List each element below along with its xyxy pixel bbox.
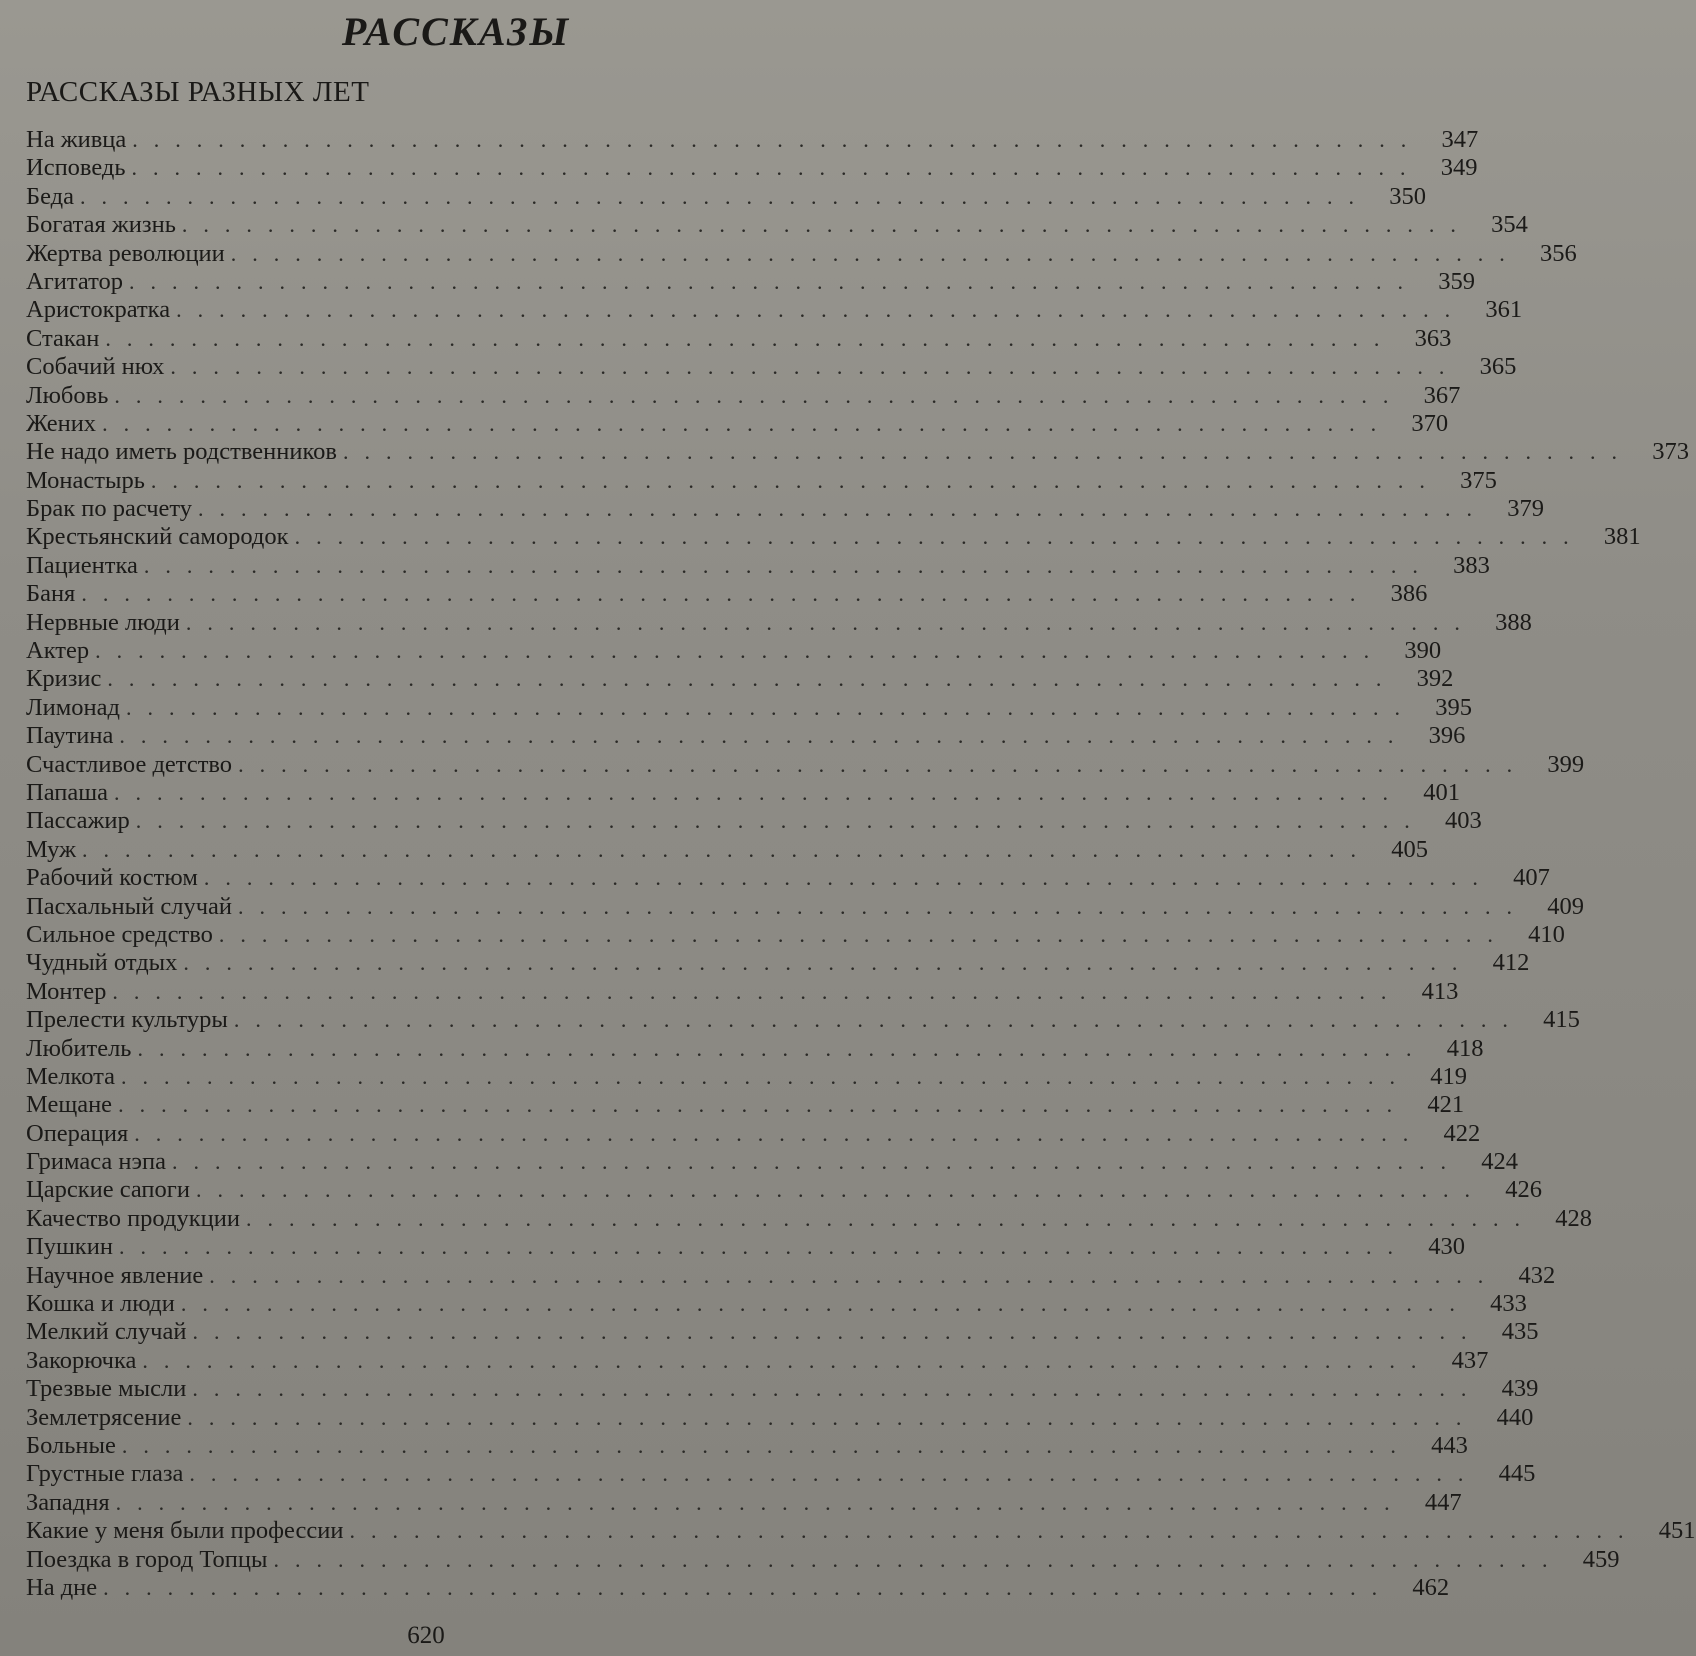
toc-entry-page: 421 (1427, 1091, 1465, 1119)
dot-leader: ............................................................ (273, 1546, 1564, 1572)
toc-entry-title: Мещане (26, 1091, 113, 1119)
dot-leader: ............................................................ (142, 1347, 1433, 1373)
toc-entry (26, 409, 1449, 438)
toc-entry-title: Землетрясение (26, 1403, 182, 1431)
dot-leader: ............................................................ (195, 1177, 1486, 1203)
dot-leader: ............................................................ (103, 1574, 1394, 1600)
dot-leader: ............................................................ (342, 439, 1633, 465)
toc-entry (26, 1204, 1592, 1233)
dot-leader: ............................................................ (176, 297, 1467, 323)
dot-leader: ............................................................ (121, 1063, 1412, 1089)
toc-entry (26, 381, 1461, 410)
dot-leader: ............................................................ (132, 127, 1423, 152)
toc-entry-page: 363 (1414, 324, 1452, 352)
toc-entry-title: Беда (26, 182, 74, 210)
dot-leader: ............................................................ (118, 1092, 1409, 1118)
dot-leader: ............................................................ (238, 893, 1529, 919)
toc-entry-page: 373 (1652, 438, 1689, 466)
toc-entry-title: Любовь (26, 381, 109, 409)
toc-entry-page: 359 (1438, 267, 1475, 295)
toc-entry (26, 1488, 1462, 1517)
toc-entry-title: Чудный отдых (26, 949, 178, 977)
toc-entry-page: 375 (1460, 466, 1497, 494)
toc-entry-page: 433 (1490, 1290, 1527, 1318)
dot-leader: ............................................................ (113, 779, 1404, 805)
dot-leader: ............................................................ (245, 1205, 1536, 1231)
toc-entry-title: Закорючка (26, 1346, 137, 1374)
toc-entry-page: 386 (1390, 580, 1428, 608)
toc-entry (26, 1261, 1556, 1290)
toc-entry-title: Больные (26, 1431, 116, 1459)
toc-entry-page: 419 (1430, 1062, 1468, 1090)
toc-entry-title: Не надо иметь родственников (26, 438, 337, 466)
dot-leader: ............................................................ (171, 1149, 1462, 1175)
toc-entry-page: 409 (1547, 892, 1585, 920)
toc-entry (26, 324, 1452, 353)
toc-entry (26, 977, 1459, 1006)
toc-entry-page: 422 (1443, 1119, 1481, 1147)
toc-entry-title: Лимонад (26, 693, 120, 721)
toc-entry-page: 403 (1445, 807, 1482, 835)
dot-leader: ............................................................ (209, 1262, 1500, 1288)
dot-leader: ............................................................ (81, 581, 1372, 607)
toc-entry-title: Поездка в город Топцы (26, 1545, 268, 1573)
toc-entry-page: 388 (1495, 608, 1532, 636)
toc-entry (26, 1403, 1534, 1432)
dot-leader: ............................................................ (118, 1234, 1409, 1260)
dot-leader: ............................................................ (134, 1120, 1425, 1146)
dot-leader: ............................................................ (121, 1432, 1412, 1458)
toc-entry (26, 1573, 1450, 1602)
dot-leader: ............................................................ (170, 354, 1461, 380)
toc-entry-page: 392 (1416, 665, 1454, 693)
toc-entry-page: 365 (1479, 353, 1517, 381)
toc-entry (26, 864, 1550, 892)
toc-entry-page: 383 (1453, 551, 1490, 579)
toc-entry-title: Паутина (26, 722, 114, 750)
toc-entry-title: Стакан (26, 324, 100, 352)
toc-entry (26, 1545, 1620, 1574)
toc-entry-page: 349 (1440, 154, 1478, 182)
toc-entry-title: На дне (26, 1573, 98, 1601)
toc-entry-title: Монастырь (26, 466, 145, 494)
toc-entry-title: Западня (26, 1488, 110, 1516)
toc-entry-page: 440 (1496, 1403, 1534, 1431)
dot-leader: ............................................................ (102, 410, 1393, 436)
toc-entry-title: Кризис (26, 665, 102, 693)
toc-entry-page: 412 (1492, 949, 1530, 977)
toc-entry (26, 637, 1442, 665)
toc-entry (26, 296, 1523, 324)
toc-entry-title: Мелкота (26, 1062, 116, 1090)
dot-leader: ............................................................ (218, 921, 1509, 947)
toc-entry (26, 211, 1528, 239)
toc-entry-page: 401 (1423, 778, 1460, 806)
dot-leader: ............................................................ (238, 751, 1529, 777)
toc-entry-title: Пациентка (26, 551, 138, 579)
toc-entry-page: 430 (1428, 1233, 1465, 1261)
toc-entry-title: Рабочий костюм (26, 864, 198, 892)
toc-entry (26, 353, 1517, 381)
toc-entry-title: Монтер (26, 977, 107, 1005)
toc-entry (26, 1346, 1489, 1375)
toc-entry (26, 154, 1478, 182)
toc-entry (26, 239, 1577, 268)
toc-entry (26, 1517, 1696, 1545)
dot-leader: ............................................................ (79, 183, 1370, 209)
toc-entry (26, 580, 1428, 608)
toc-entry (26, 1006, 1580, 1034)
dot-leader: ............................................................ (192, 1376, 1483, 1402)
toc-entry (26, 1176, 1542, 1204)
dot-leader: ............................................................ (180, 1291, 1471, 1317)
toc-entry (26, 182, 1426, 211)
toc-entry-title: Аристократка (26, 296, 171, 324)
toc-entry-title: Любитель (26, 1034, 132, 1062)
toc-entry (26, 551, 1490, 580)
toc-entry (26, 523, 1641, 551)
dot-leader: ............................................................ (125, 694, 1416, 720)
toc-entry-title: Крестьянский самородок (26, 523, 289, 551)
toc-entry-title: На живца (26, 126, 127, 153)
toc-entry (26, 1034, 1484, 1063)
toc-entry-page: 396 (1428, 722, 1466, 750)
toc-entry (26, 495, 1545, 523)
toc-entry-page: 379 (1507, 495, 1545, 523)
toc-entry (26, 1062, 1468, 1091)
toc-entry (26, 807, 1482, 835)
toc-entry-page: 361 (1485, 296, 1523, 324)
toc-entry (26, 778, 1460, 807)
dot-leader: ............................................................ (233, 1007, 1524, 1033)
dot-leader: ............................................................ (95, 638, 1386, 664)
dot-leader: ............................................................ (82, 836, 1373, 862)
toc-entry (26, 949, 1530, 977)
toc-entry (26, 1119, 1481, 1148)
toc-entry-title: Нервные люди (26, 608, 180, 636)
toc-entry-title: Операция (26, 1119, 129, 1147)
dot-leader: ............................................................ (107, 666, 1398, 692)
toc-entry-title: Собачий нюх (26, 353, 165, 381)
dot-leader: ............................................................ (150, 467, 1441, 493)
toc-entry-title: Гримаса нэпа (26, 1148, 166, 1176)
dot-leader: ............................................................ (198, 496, 1489, 522)
toc-entry-title: Кошка и люди (26, 1290, 175, 1318)
toc-entry-title: Качество продукции (26, 1204, 240, 1232)
toc-entry-title: Агитатор (26, 267, 123, 295)
dot-leader: ............................................................ (128, 268, 1419, 294)
toc-entry-title: Брак по расчету (26, 495, 193, 523)
toc-entry-title: Жених (26, 409, 97, 437)
toc-entry (26, 1290, 1527, 1318)
toc-entry (26, 693, 1472, 722)
toc-entry-title: Исповедь (26, 154, 126, 182)
toc-entry-title: Прелести культуры (26, 1006, 228, 1034)
toc-entry-title: Царские сапоги (26, 1176, 190, 1204)
toc-entry-page: 415 (1543, 1006, 1580, 1034)
dot-leader: ............................................................ (189, 1461, 1480, 1487)
toc-entry (26, 1460, 1536, 1488)
toc-entry (26, 835, 1429, 864)
toc-entry (26, 267, 1475, 296)
toc-entry (26, 1375, 1539, 1403)
toc-entry-title: Пушкин (26, 1233, 113, 1261)
toc-entry-page: 435 (1501, 1318, 1539, 1346)
toc-entry-page: 395 (1435, 693, 1472, 721)
dot-leader: ............................................................ (203, 865, 1494, 891)
toc-entry (26, 608, 1532, 637)
dot-leader: ............................................................ (230, 240, 1521, 266)
dot-leader: ............................................................ (143, 552, 1434, 578)
toc-entry-page: 370 (1411, 409, 1449, 437)
page-number: 620 (407, 1622, 445, 1649)
toc-entry-title: Богатая жизнь (26, 211, 176, 239)
toc-entry-page: 459 (1582, 1545, 1620, 1573)
toc-entry-title: Пассажир (26, 807, 130, 835)
toc-entry-title: Счастливое детство (26, 750, 233, 778)
toc-entry (26, 1431, 1468, 1460)
toc-entry (26, 438, 1689, 466)
toc-entry-page: 381 (1603, 523, 1641, 551)
toc-entry-title: Сильное средство (26, 920, 213, 948)
toc-entry (26, 1318, 1539, 1346)
toc-entry-page: 462 (1412, 1573, 1450, 1601)
toc-entry (26, 665, 1454, 693)
toc-entry-title: Мелкий случай (26, 1318, 187, 1346)
dot-leader: ............................................................ (135, 808, 1426, 834)
toc-entry-page: 410 (1528, 920, 1565, 948)
toc-entry-page: 354 (1491, 211, 1528, 239)
toc-entry-page: 432 (1518, 1261, 1556, 1289)
toc-entry-page: 443 (1431, 1431, 1468, 1459)
toc-entry-page: 347 (1441, 126, 1479, 153)
dot-leader: ............................................................ (294, 524, 1585, 550)
toc-entry-title: Муж (26, 835, 77, 863)
toc-entry-page: 367 (1423, 381, 1461, 409)
toc-entry-page: 418 (1446, 1034, 1484, 1062)
toc-entry-title: Трезвые мысли (26, 1375, 187, 1403)
toc-entry (26, 1091, 1465, 1119)
dot-leader: ............................................................ (114, 382, 1405, 408)
toc-entry-page: 445 (1498, 1460, 1536, 1488)
book-title: РАССКАЗЫ (341, 9, 571, 54)
toc-entry-page: 424 (1481, 1148, 1518, 1176)
dot-leader: ............................................................ (192, 1319, 1483, 1345)
dot-leader: ............................................................ (137, 1035, 1428, 1061)
toc-entry-page: 451 (1658, 1517, 1696, 1545)
toc-entry (26, 892, 1585, 921)
toc-entry-title: Грустные глаза (26, 1460, 184, 1488)
toc-entry-title: Жертва революции (26, 239, 225, 267)
toc-entry-page: 413 (1421, 977, 1459, 1005)
toc-entry (26, 920, 1565, 949)
toc-entry-page: 407 (1513, 864, 1550, 892)
toc-entry (26, 1148, 1518, 1176)
section-title: РАССКАЗЫ РАЗНЫХ ЛЕТ (26, 76, 370, 108)
toc-entry-page: 426 (1505, 1176, 1542, 1204)
toc-entry-title: Папаша (26, 778, 108, 806)
toc-entry (26, 1233, 1465, 1261)
dot-leader: ............................................................ (187, 1404, 1478, 1430)
toc-entry (26, 750, 1585, 779)
dot-leader: ............................................................ (185, 609, 1476, 635)
toc-entry-page: 350 (1389, 182, 1426, 210)
toc-entry-title: Пасхальный случай (26, 892, 233, 920)
dot-leader: ............................................................ (119, 723, 1410, 749)
toc-entry-page: 439 (1501, 1375, 1539, 1403)
toc-entry-page: 390 (1404, 637, 1442, 665)
dot-leader: ............................................................ (181, 212, 1472, 238)
toc-entry-page: 399 (1547, 750, 1585, 778)
dot-leader: ............................................................ (105, 325, 1396, 351)
toc-entry-page: 447 (1424, 1488, 1462, 1516)
toc-entry-page: 428 (1555, 1204, 1592, 1232)
toc-entry-title: Научное явление (26, 1261, 204, 1289)
dot-leader: ............................................................ (131, 155, 1422, 181)
toc-entry-page: 437 (1451, 1346, 1489, 1374)
dot-leader: ............................................................ (183, 950, 1474, 976)
dot-leader: ............................................................ (115, 1489, 1406, 1515)
table-of-contents (26, 126, 1696, 1602)
toc-entry-title: Баня (26, 580, 76, 608)
toc-entry-title: Какие у меня были профессии (26, 1517, 344, 1545)
toc-entry-title: Актер (26, 637, 90, 665)
toc-entry-page: 356 (1540, 239, 1577, 267)
toc-entry-page: 405 (1391, 835, 1429, 863)
toc-entry (26, 722, 1466, 750)
toc-entry (26, 466, 1497, 495)
dot-leader: ............................................................ (112, 978, 1403, 1004)
toc-entry (26, 126, 1479, 154)
dot-leader: ............................................................ (349, 1518, 1640, 1544)
